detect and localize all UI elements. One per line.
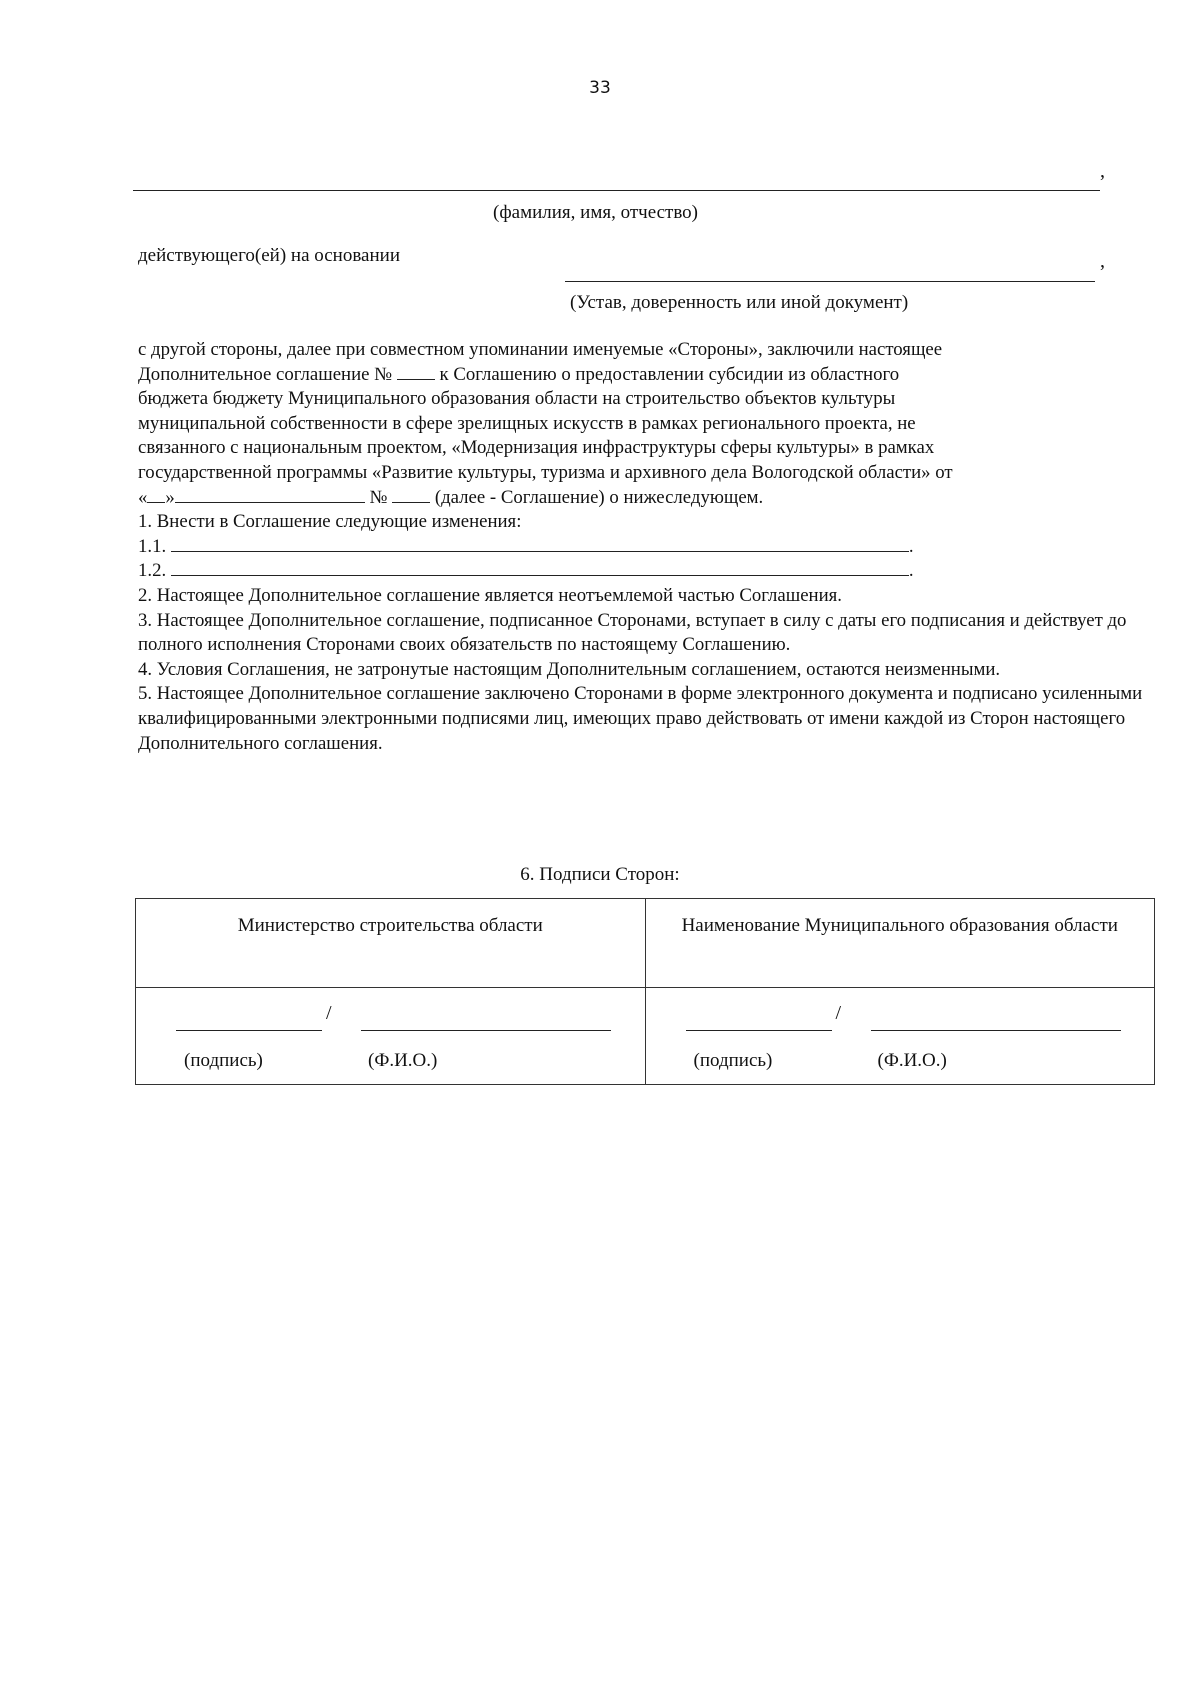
intro-line-6: государственной программы «Развитие культуры, туризма и архивного дела Вологодской области» от — [138, 461, 953, 483]
right-party-name: Наименование Муниципального образования области — [681, 915, 1118, 936]
acting-basis-text: действующего(ей) на основании — [138, 245, 400, 266]
right-signature-label: (подпись) — [693, 1050, 773, 1071]
intro-line-2 — [138, 363, 1178, 388]
close-quote: » — [165, 486, 175, 508]
item-1-1-blank — [171, 536, 909, 552]
item-1-2-blank — [171, 560, 909, 576]
item-3: 3. Настоящее Дополнительное соглашение, подписанное Сторонами, вступает в силу с даты его подписания и действует до полного исполнения Сторонами своих обязательств по настоящему Соглашению. — [138, 609, 1127, 656]
left-signature-label: (подпись) — [184, 1050, 263, 1071]
left-party-cell — [136, 899, 646, 988]
right-signature-line — [686, 1030, 832, 1031]
intro-line-7-end: (далее - Соглашение) о нижеследующем. — [434, 486, 764, 508]
agreement-body — [138, 338, 1178, 756]
left-slash: / — [326, 1002, 332, 1024]
left-signature-cell — [136, 988, 646, 1085]
item-5: 5. Настоящее Дополнительное соглашение заключено Сторонами в форме электронного документа и подписано усиленными квалифицированными электронными подписями лиц, имеющих право действовать от имени каждой из Сторон настоящего Дополнительного соглашения. — [138, 683, 1143, 754]
item-1-2: 1.2. . — [138, 560, 914, 582]
right-party-cell — [645, 899, 1155, 988]
signatures-table — [135, 898, 1155, 1085]
left-fio-label: (Ф.И.О.) — [368, 1050, 438, 1071]
agreement-number-blank — [397, 364, 435, 380]
intro-line-5: связанного с национальным проектом, «Модернизация инфраструктуры сферы культуры» в рамках — [138, 437, 935, 459]
intro-line-4: муниципальной собственности в сфере зрелищных искусств в рамках регионального проекта, не — [138, 412, 916, 434]
item-4: 4. Условия Соглашения, не затронутые настоящим Дополнительным соглашением, остаются неизменными. — [138, 658, 1001, 680]
signatures-heading: 6. Подписи Сторон: — [520, 864, 680, 885]
right-slash: / — [835, 1002, 842, 1024]
left-party-name: Министерство строительства области — [237, 915, 543, 936]
page-number: 33 — [589, 78, 611, 98]
item-1-1: 1.1. . — [138, 535, 914, 557]
fio-blank-line — [133, 190, 1100, 191]
day-blank — [147, 487, 165, 503]
basis-comma: , — [1100, 250, 1105, 272]
basis-caption: (Устав, доверенность или иной документ) — [570, 292, 909, 313]
intro-line-7 — [138, 486, 1178, 511]
left-fio-line — [361, 1030, 611, 1031]
intro-line-2a: Дополнительное соглашение № — [138, 363, 393, 385]
fio-caption: (фамилия, имя, отчество) — [493, 202, 699, 223]
right-fio-label: (Ф.И.О.) — [877, 1050, 947, 1071]
number-blank — [392, 487, 430, 503]
item-1: 1. Внести в Соглашение следующие изменения: — [138, 511, 522, 533]
intro-line-2b: к Соглашению о предоставлении субсидии из областного — [439, 363, 900, 385]
number-sign: № — [369, 486, 388, 508]
left-signature-line — [176, 1030, 322, 1031]
intro-line-3: бюджета бюджету Муниципального образования области на строительство объектов культуры — [138, 388, 896, 410]
fio-comma: , — [1100, 160, 1105, 182]
open-quote: « — [138, 486, 148, 508]
item-2: 2. Настоящее Дополнительное соглашение является неотъемлемой частью Соглашения. — [138, 584, 842, 606]
basis-blank-line — [565, 281, 1095, 282]
right-signature-cell — [645, 988, 1155, 1085]
month-year-blank — [175, 487, 365, 503]
intro-line-1: с другой стороны, далее при совместном упоминании именуемые «Стороны», заключили настоящее — [138, 339, 943, 360]
right-fio-line — [871, 1030, 1121, 1031]
